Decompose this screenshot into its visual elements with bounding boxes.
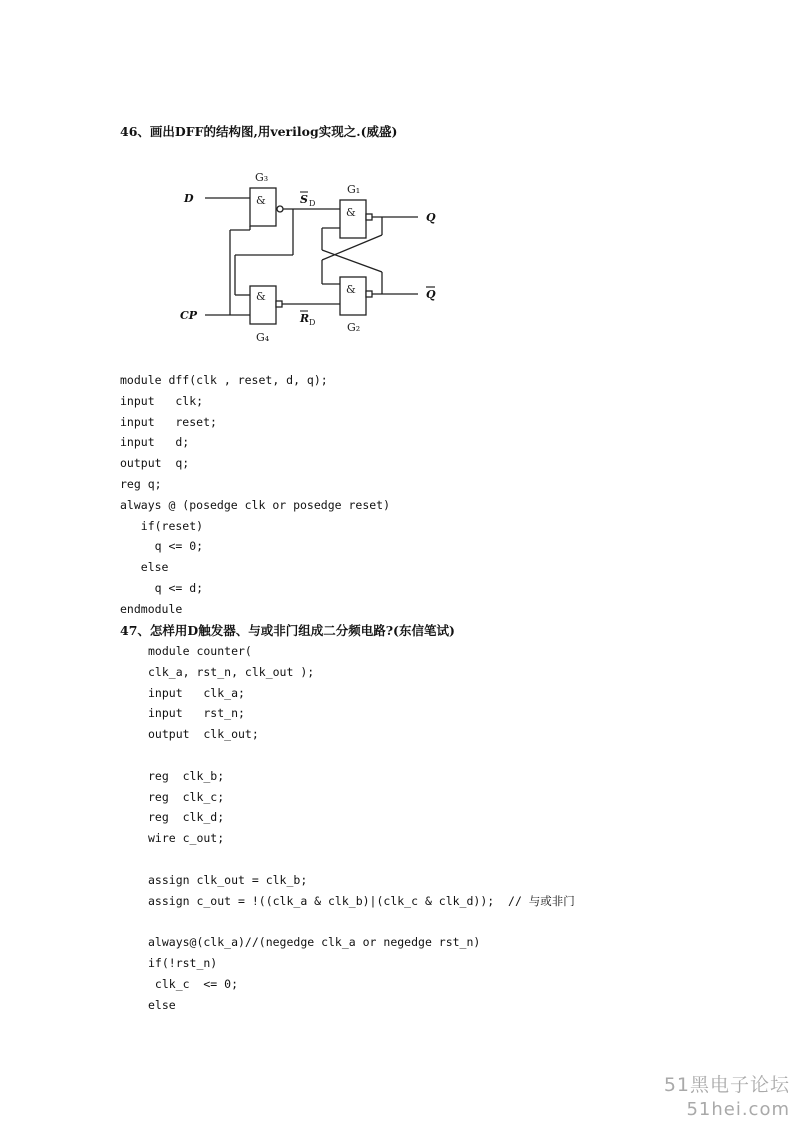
gate-g4-symbol: &	[256, 290, 266, 303]
code-line: output clk_out;	[148, 727, 259, 742]
code-line: reg clk_d;	[148, 810, 225, 825]
code-line: else	[120, 560, 169, 575]
gate-g3-symbol: &	[256, 194, 266, 207]
code-line: clk_c <= 0;	[148, 976, 239, 991]
watermark-site-name: 51黑电子论坛	[663, 1074, 790, 1096]
gate-g2-label: G₂	[347, 321, 361, 334]
signal-sd-label: S	[300, 193, 308, 206]
output-q-label: Q	[426, 211, 436, 224]
code-line: else	[148, 997, 176, 1012]
watermark-site-url: 51hei.com	[686, 1099, 790, 1120]
code-line: input rst_n;	[148, 706, 245, 721]
code-line	[148, 745, 575, 766]
q46-verilog-code	[120, 370, 390, 620]
code-line: assign clk_out = clk_b;	[148, 872, 308, 887]
question-47-title: 47、怎样用D触发器、与或非门组成二分频电路?(东信笔试)	[120, 623, 455, 638]
code-line: if(reset)	[120, 518, 204, 533]
code-line: always @ (posedge clk or posedge reset)	[120, 497, 391, 512]
code-line: reg clk_c;	[148, 789, 225, 804]
question-46-title: 46、画出DFF的结构图,用verilog实现之.(威盛)	[120, 124, 398, 139]
code-line: module counter(	[148, 644, 252, 658]
code-line: reg clk_b;	[148, 768, 225, 783]
q47-verilog-code	[148, 641, 575, 1015]
code-line: if(!rst_n)	[148, 955, 218, 970]
code-line: input clk;	[120, 393, 204, 408]
code-line: input d;	[120, 435, 190, 450]
code-line: output q;	[120, 456, 190, 471]
gate-g1-symbol: &	[346, 206, 356, 219]
signal-rd-subscript: D	[309, 318, 316, 327]
code-line: input clk_a;	[148, 685, 245, 700]
gate-g2-symbol: &	[346, 283, 356, 296]
code-line: always@(clk_a)//(negedge clk_a or negedge rst_n)	[148, 935, 481, 950]
code-line: q <= d;	[120, 580, 204, 595]
gate-g3-label: G₃	[255, 171, 269, 184]
dff-circuit-diagram	[150, 160, 450, 360]
signal-sd-subscript: D	[309, 199, 316, 208]
code-line: wire c_out;	[148, 831, 225, 846]
signal-rd-label: R	[300, 312, 310, 325]
code-line: input reset;	[120, 414, 217, 429]
gate-g1-label: G₁	[347, 183, 361, 196]
input-cp-label: CP	[180, 309, 198, 322]
input-d-label: D	[184, 192, 194, 205]
code-line: q <= 0;	[120, 539, 204, 554]
code-line: clk_a, rst_n, clk_out );	[148, 664, 315, 679]
code-line	[148, 849, 575, 870]
code-line: reg q;	[120, 476, 162, 491]
code-line	[148, 911, 575, 932]
code-line: assign c_out = !((clk_a & clk_b)|(clk_c & clk_d)); // 与或非门	[148, 893, 575, 908]
gate-g4-label: G₄	[256, 331, 270, 344]
code-line: module dff(clk , reset, d, q);	[120, 373, 328, 387]
code-line: endmodule	[120, 601, 183, 616]
output-qbar-label: Q	[426, 288, 436, 301]
